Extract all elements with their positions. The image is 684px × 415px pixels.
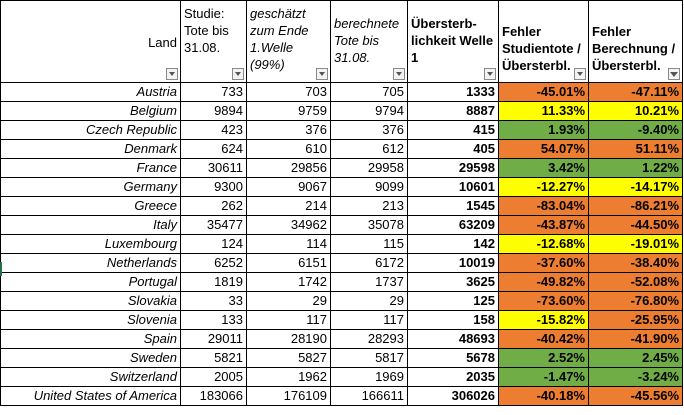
cell-excess-mortality[interactable]: 3625 [408,273,499,292]
cell-error-calc[interactable]: -9.40% [589,121,683,140]
cell-error-study[interactable]: 3.42% [499,159,589,178]
cell-excess-mortality[interactable]: 8887 [408,102,499,121]
table-row [1,273,683,292]
cell-country[interactable]: Spain [1,330,181,349]
cell-estimated[interactable]: 610 [247,140,331,159]
cell-country[interactable]: France [1,159,181,178]
table-row [1,121,683,140]
cell-calculated[interactable]: 29958 [331,159,408,178]
cell-calculated[interactable]: 35078 [331,216,408,235]
header-land [1,1,181,83]
cell-country[interactable]: Slovenia [1,311,181,330]
cell-calculated[interactable]: 213 [331,197,408,216]
table-row [1,387,683,406]
cell-excess-mortality[interactable]: 158 [408,311,499,330]
cell-error-study[interactable]: 54.07% [499,140,589,159]
cell-country[interactable]: Netherlands [1,254,181,273]
cell-study-deaths[interactable]: 35477 [181,216,247,235]
cell-study-deaths[interactable]: 33 [181,292,247,311]
cell-study-deaths[interactable]: 262 [181,197,247,216]
table-row [1,102,683,121]
cell-error-calc[interactable]: -86.21% [589,197,683,216]
cell-estimated[interactable]: 29856 [247,159,331,178]
cell-error-calc[interactable]: 10.21% [589,102,683,121]
table-row [1,140,683,159]
cell-study-deaths[interactable]: 5821 [181,349,247,368]
table-row [1,368,683,387]
cell-estimated[interactable]: 117 [247,311,331,330]
table-row [1,349,683,368]
cell-error-calc[interactable]: -25.95% [589,311,683,330]
cell-country[interactable]: Belgium [1,102,181,121]
cell-country[interactable]: Slovakia [1,292,181,311]
cell-excess-mortality[interactable]: 29598 [408,159,499,178]
cell-study-deaths[interactable]: 423 [181,121,247,140]
table-row [1,235,683,254]
cell-error-study[interactable]: -12.68% [499,235,589,254]
header-study [181,1,247,83]
cell-country[interactable]: Switzerland [1,368,181,387]
cell-error-calc[interactable]: -44.50% [589,216,683,235]
table-row [1,216,683,235]
cell-excess-mortality[interactable]: 63209 [408,216,499,235]
cell-error-study[interactable]: -73.60% [499,292,589,311]
cell-error-calc[interactable]: -3.24% [589,368,683,387]
cell-error-study[interactable]: -37.60% [499,254,589,273]
cell-study-deaths[interactable]: 183066 [181,387,247,406]
cell-calculated[interactable]: 376 [331,121,408,140]
table-row [1,83,683,102]
cell-calculated[interactable]: 612 [331,140,408,159]
cell-error-calc[interactable]: -38.40% [589,254,683,273]
cell-calculated[interactable]: 705 [331,83,408,102]
header-label: Fehler Berechnung / Übersterbl. [592,24,676,73]
cell-error-calc[interactable]: -14.17% [589,178,683,197]
cell-estimated[interactable]: 9759 [247,102,331,121]
table-row [1,330,683,349]
cell-calculated[interactable]: 166611 [331,387,408,406]
filter-dropdown-icon[interactable] [316,68,328,80]
row-selection-marker [0,262,2,276]
header-calculated [331,1,408,83]
cell-error-study[interactable]: 2.52% [499,349,589,368]
cell-excess-mortality[interactable]: 306026 [408,387,499,406]
cell-calculated[interactable]: 117 [331,311,408,330]
cell-error-study[interactable]: -40.42% [499,330,589,349]
cell-excess-mortality[interactable]: 415 [408,121,499,140]
cell-estimated[interactable]: 1742 [247,273,331,292]
cell-estimated[interactable]: 28190 [247,330,331,349]
cell-calculated[interactable]: 1969 [331,368,408,387]
header-label: geschätzt zum Ende 1.Welle (99%) [250,6,309,72]
cell-country[interactable]: Austria [1,83,181,102]
cell-error-study[interactable]: -49.82% [499,273,589,292]
cell-country[interactable]: United States of America [1,387,181,406]
cell-error-calc[interactable]: -47.11% [589,83,683,102]
cell-study-deaths[interactable]: 133 [181,311,247,330]
cell-error-calc[interactable]: -52.08% [589,273,683,292]
cell-calculated[interactable]: 6172 [331,254,408,273]
cell-estimated[interactable]: 176109 [247,387,331,406]
filter-dropdown-icon[interactable] [166,68,178,80]
cell-study-deaths[interactable]: 2005 [181,368,247,387]
cell-study-deaths[interactable]: 1819 [181,273,247,292]
cell-estimated[interactable]: 114 [247,235,331,254]
cell-calculated[interactable]: 115 [331,235,408,254]
cell-error-study[interactable]: -40.18% [499,387,589,406]
header-error-calc [589,1,683,83]
cell-calculated[interactable]: 9099 [331,178,408,197]
cell-country[interactable]: Czech Republic [1,121,181,140]
cell-error-study[interactable]: -45.01% [499,83,589,102]
table-row [1,311,683,330]
cell-study-deaths[interactable]: 29011 [181,330,247,349]
table-row [1,254,683,273]
cell-study-deaths[interactable]: 30611 [181,159,247,178]
cell-country[interactable]: Germany [1,178,181,197]
header-label: Fehler Studientote / Übersterbl. [502,24,581,73]
cell-estimated[interactable]: 34962 [247,216,331,235]
cell-country[interactable]: Denmark [1,140,181,159]
header-label: Übersterb-lichkeit Welle 1 [411,16,494,65]
filter-dropdown-icon[interactable] [574,68,586,80]
filter-dropdown-icon[interactable] [393,68,405,80]
cell-excess-mortality[interactable]: 1545 [408,197,499,216]
table-row [1,197,683,216]
header-excess [408,1,499,83]
cell-calculated[interactable]: 9794 [331,102,408,121]
cell-estimated[interactable]: 9067 [247,178,331,197]
cell-estimated[interactable]: 376 [247,121,331,140]
cell-excess-mortality[interactable]: 1333 [408,83,499,102]
header-label: Land [148,35,177,50]
cell-error-study[interactable]: -1.47% [499,368,589,387]
cell-excess-mortality[interactable]: 125 [408,292,499,311]
cell-estimated[interactable]: 1962 [247,368,331,387]
cell-excess-mortality[interactable]: 10019 [408,254,499,273]
cell-country[interactable]: Portugal [1,273,181,292]
cell-excess-mortality[interactable]: 142 [408,235,499,254]
cell-country[interactable]: Sweden [1,349,181,368]
table-row [1,159,683,178]
cell-study-deaths[interactable]: 9894 [181,102,247,121]
cell-estimated[interactable]: 703 [247,83,331,102]
cell-error-study[interactable]: -15.82% [499,311,589,330]
cell-error-calc[interactable]: -41.90% [589,330,683,349]
cell-study-deaths[interactable]: 6252 [181,254,247,273]
cell-error-study[interactable]: 1.93% [499,121,589,140]
cell-excess-mortality[interactable]: 405 [408,140,499,159]
cell-estimated[interactable]: 5827 [247,349,331,368]
cell-estimated[interactable]: 29 [247,292,331,311]
cell-error-study[interactable]: -43.87% [499,216,589,235]
header-estimated [247,1,331,83]
cell-excess-mortality[interactable]: 5678 [408,349,499,368]
cell-study-deaths[interactable]: 624 [181,140,247,159]
cell-study-deaths[interactable]: 9300 [181,178,247,197]
cell-study-deaths[interactable]: 733 [181,83,247,102]
filter-dropdown-icon[interactable] [484,68,496,80]
filter-dropdown-icon[interactable] [232,68,244,80]
cell-country[interactable]: Luxembourg [1,235,181,254]
cell-estimated[interactable]: 6151 [247,254,331,273]
cell-error-calc[interactable]: 1.22% [589,159,683,178]
header-error-study [499,1,589,83]
cell-calculated[interactable]: 1737 [331,273,408,292]
header-label: Studie: Tote bis 31.08. [184,6,229,55]
cell-country[interactable]: Greece [1,197,181,216]
cell-excess-mortality[interactable]: 48693 [408,330,499,349]
cell-error-calc[interactable]: 2.45% [589,349,683,368]
cell-error-calc[interactable]: 51.11% [589,140,683,159]
cell-error-study[interactable]: 11.33% [499,102,589,121]
cell-excess-mortality[interactable]: 2035 [408,368,499,387]
cell-country[interactable]: Italy [1,216,181,235]
cell-error-calc[interactable]: -19.01% [589,235,683,254]
cell-calculated[interactable]: 28293 [331,330,408,349]
header-label: berechnete Tote bis 31.08. [334,16,400,65]
header-row [1,1,683,83]
cell-error-study[interactable]: -83.04% [499,197,589,216]
cell-excess-mortality[interactable]: 10601 [408,178,499,197]
cell-calculated[interactable]: 5817 [331,349,408,368]
table-row [1,292,683,311]
cell-estimated[interactable]: 214 [247,197,331,216]
cell-study-deaths[interactable]: 124 [181,235,247,254]
cell-error-calc[interactable]: -76.80% [589,292,683,311]
cell-error-study[interactable]: -12.27% [499,178,589,197]
table-row [1,178,683,197]
filter-active-icon[interactable] [668,68,680,80]
cell-calculated[interactable]: 29 [331,292,408,311]
cell-error-calc[interactable]: -45.56% [589,387,683,406]
